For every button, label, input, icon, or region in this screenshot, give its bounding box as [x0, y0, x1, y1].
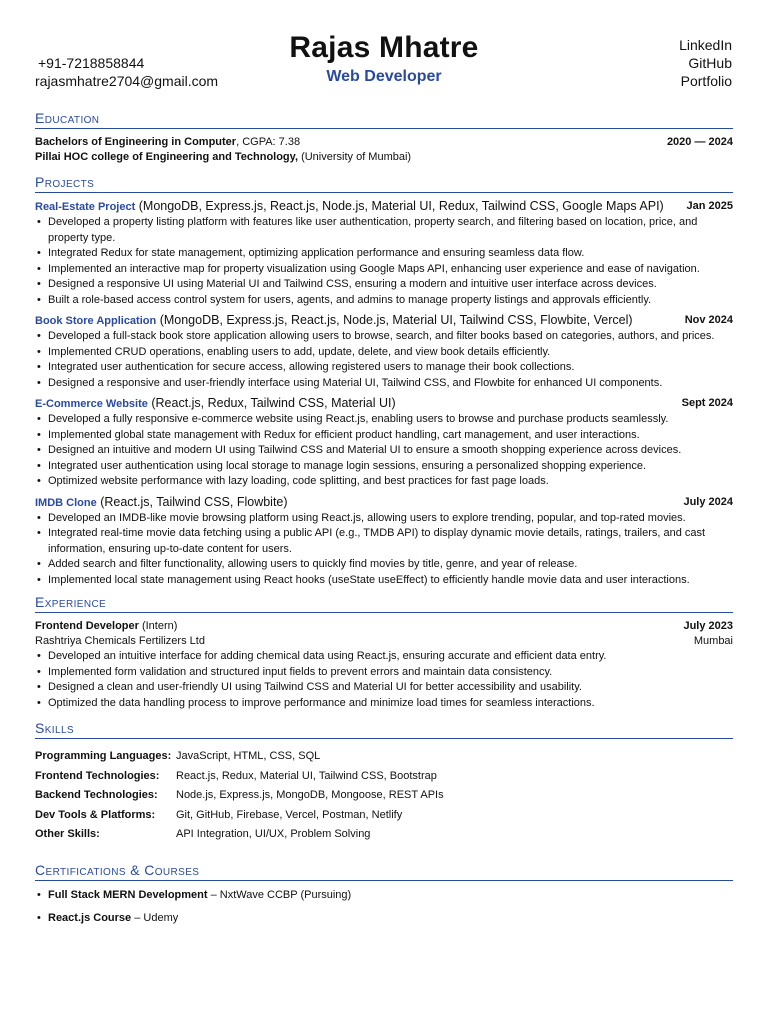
skills-section: [35, 720, 733, 845]
bullet-item: • Integrated real-time movie data fetching using a public API (e.g., TMDB API) to display dynamic movie details, ratings, trailers, and cast information, ensuring up-to-date content for users.: [35, 526, 733, 557]
candidate-name: Rajas Mhatre: [289, 31, 479, 64]
projects-list: [35, 199, 733, 588]
bullet-item: • Implemented local state management using React hooks (useState useEffect) to efficiently handle movie data and user interactions.: [35, 573, 733, 589]
bullet-item: • Designed an intuitive and modern UI using Tailwind CSS and Material UI to ensure a smooth shopping experience across devices.: [35, 443, 733, 459]
project-name[interactable]: IMDB Clone: [35, 496, 97, 509]
experience-row: [35, 619, 733, 634]
bullet-item: • Added search and filter functionality, allowing users to quickly find movies by title, genre, and year of release.: [35, 557, 733, 573]
college-name: Pillai HOC college of Engineering and Technology,: [35, 151, 299, 163]
bullet-item: • Built a role-based access control system for users, agents, and admins to manage property listings and approvals efficiently.: [35, 293, 733, 309]
bullet-item: • Implemented form validation and structured input fields to prevent errors and maintain data consistency.: [35, 665, 733, 681]
section-divider: [35, 612, 733, 613]
company-row: [35, 634, 733, 649]
skill-values: Git, GitHub, Firebase, Vercel, Postman, Netlify: [176, 808, 403, 821]
bullet-item: • Developed a property listing platform with features like user authentication, property search, and filtering based on location, price, and property type.: [35, 215, 733, 246]
college-row: [35, 150, 733, 165]
certifications-list: [35, 884, 733, 931]
experience-bullets: [35, 649, 733, 711]
project-tech-stack: (React.js, Tailwind CSS, Flowbite): [96, 494, 288, 509]
projects-section: [35, 174, 733, 588]
bullet-item: • Developed an IMDB-like movie browsing platform using React.js, allowing users to explore trending, popular, and top-rated movies.: [35, 511, 733, 527]
university: (University of Mumbai): [298, 151, 412, 163]
name-block: [35, 30, 733, 88]
skill-category: Other Skills:: [35, 828, 100, 840]
bullet-item: • Developed an intuitive interface for adding chemical data using React.js, ensuring accurate and efficient data entry.: [35, 649, 733, 665]
skill-values: Node.js, Express.js, MongoDB, Mongoose, REST APIs: [176, 789, 444, 801]
skill-row: [35, 767, 733, 787]
project-bullets: [35, 412, 733, 490]
certifications-section: [35, 862, 733, 931]
bullet-item: • Optimized website performance with lazy loading, code splitting, and best practices for fast page loads.: [35, 474, 733, 490]
bullet-item: • Integrated user authentication using local storage to manage login sessions, ensuring a personalized shopping experience.: [35, 459, 733, 475]
section-divider: [35, 738, 733, 739]
resume-header: [35, 0, 733, 100]
skill-category: Frontend Technologies:: [35, 769, 160, 782]
phone-number[interactable]: +91-7218858844: [38, 55, 145, 71]
skill-values: JavaScript, HTML, CSS, SQL: [176, 750, 321, 762]
bullet-item: • Developed a full-stack book store application allowing users to browse, search, and filter books based on categories, authors, and prices.: [35, 329, 733, 345]
section-title-education: Education: [35, 110, 100, 126]
bullet-item: • Implemented CRUD operations, enabling users to add, update, delete, and view book details efficiently.: [35, 345, 733, 361]
skill-row: [35, 786, 733, 806]
position-type: (Intern): [138, 620, 178, 632]
section-divider: [35, 128, 733, 129]
bullet-item: • Implemented an interactive map for property visualization using Google Maps API, enhancing user experience and ease of navigation.: [35, 262, 733, 278]
project-tech-stack: (MongoDB, Express.js, React.js, Node.js, Material UI, Redux, Tailwind CSS, Google Maps API): [135, 199, 664, 213]
bullet-item: • Integrated user authentication for secure access, allowing registered users to manage their book collections.: [35, 360, 733, 376]
certification-item: [35, 907, 733, 931]
position-title: Frontend Developer: [35, 620, 139, 632]
portfolio-link[interactable]: Portfolio: [680, 73, 732, 89]
section-title-skills: Skills: [35, 720, 74, 736]
skill-row: [35, 825, 733, 845]
skill-row: [35, 747, 733, 767]
section-title-certifications: Certifications & Courses: [35, 861, 200, 878]
degree: Bachelors of Engineering in Computer: [35, 136, 237, 148]
project-header-row: [35, 199, 733, 215]
bullet-item: • Optimized the data handling process to improve performance and minimize load times for seamless interactions.: [35, 696, 733, 712]
bullet-item: • Designed a responsive and user-friendly interface using Material UI, Tailwind CSS, and Flowbite for enhanced UI components.: [35, 376, 733, 392]
education-row: [35, 135, 733, 150]
github-link[interactable]: GitHub: [688, 55, 732, 71]
project-date: Jan 2025: [686, 200, 733, 212]
project-heading: [35, 313, 633, 329]
experience-section: [35, 594, 733, 711]
skill-values: React.js, Redux, Material UI, Tailwind CSS, Bootstrap: [176, 769, 437, 782]
bullet-item: • Designed a clean and user-friendly UI using Tailwind CSS and Material UI for better accessibility and usability.: [35, 680, 733, 696]
company-name: Rashtriya Chemicals Fertilizers Ltd: [35, 635, 205, 647]
project-date: Sept 2024: [681, 397, 733, 409]
section-title-projects: Projects: [35, 174, 95, 190]
section-divider: [35, 192, 733, 193]
bullet-item: • Integrated Redux for state management, optimizing application performance and ensuring seamless data flow.: [35, 246, 733, 262]
skill-category: Backend Technologies:: [35, 789, 158, 801]
project-header-row: [35, 313, 733, 329]
project-name[interactable]: Real-Estate Project: [35, 201, 136, 213]
skill-values: API Integration, UI/UX, Problem Solving: [176, 828, 371, 840]
email-link[interactable]: rajasmhatre2704@gmail.com: [35, 73, 219, 89]
bullet-item: • Implemented global state management with Redux for efficient product handling, cart management, and user interactions.: [35, 428, 733, 444]
bullet-item: • Designed a responsive UI using Material UI and Tailwind CSS, ensuring a modern and intuitive user interface across devices.: [35, 277, 733, 293]
skill-row: [35, 806, 733, 826]
certification-name: React.js Course: [48, 912, 132, 924]
candidate-role: Web Developer: [326, 68, 442, 85]
cgpa: , CGPA: 7.38: [236, 136, 301, 148]
section-title-experience: Experience: [35, 594, 107, 610]
skills-list: [35, 747, 733, 845]
certification-item: [35, 884, 733, 908]
experience-date: July 2023: [683, 620, 733, 632]
profile-links: [679, 36, 732, 90]
project-bullets: [35, 511, 733, 589]
project-name[interactable]: Book Store Application: [35, 315, 157, 327]
company-location: Mumbai: [693, 635, 733, 647]
project-entry: [35, 313, 733, 391]
section-divider: [35, 880, 733, 881]
project-entry: [35, 199, 733, 308]
project-heading: [35, 495, 288, 511]
education-section: [35, 110, 733, 165]
project-bullets: [35, 215, 733, 308]
project-bullets: [35, 329, 733, 391]
linkedin-link[interactable]: LinkedIn: [679, 37, 732, 53]
skill-category: Programming Languages:: [35, 750, 172, 762]
project-heading: [35, 199, 664, 215]
project-name[interactable]: E-Commerce Website: [35, 398, 148, 410]
project-heading: [35, 396, 396, 412]
project-header-row: [35, 495, 733, 511]
project-entry: [35, 495, 733, 589]
skill-category: Dev Tools & Platforms:: [35, 808, 156, 821]
certification-detail: – Udemy: [131, 912, 179, 924]
resume-page: [35, 0, 733, 931]
education-dates: 2020 — 2024: [666, 136, 733, 148]
project-tech-stack: (MongoDB, Express.js, React.js, Node.js, Material UI, Tailwind CSS, Flowbite, Vercel): [156, 313, 633, 327]
project-tech-stack: (React.js, Redux, Tailwind CSS, Material UI): [147, 396, 396, 410]
certification-detail: – NxtWave CCBP (Pursuing): [207, 888, 352, 901]
project-entry: [35, 396, 733, 490]
project-header-row: [35, 396, 733, 412]
bullet-item: • Developed a fully responsive e-commerce website using React.js, enabling users to browse and purchase products seamlessly.: [35, 412, 733, 428]
project-date: July 2024: [683, 495, 733, 508]
project-date: Nov 2024: [684, 314, 733, 326]
certification-name: Full Stack MERN Development: [48, 888, 208, 901]
